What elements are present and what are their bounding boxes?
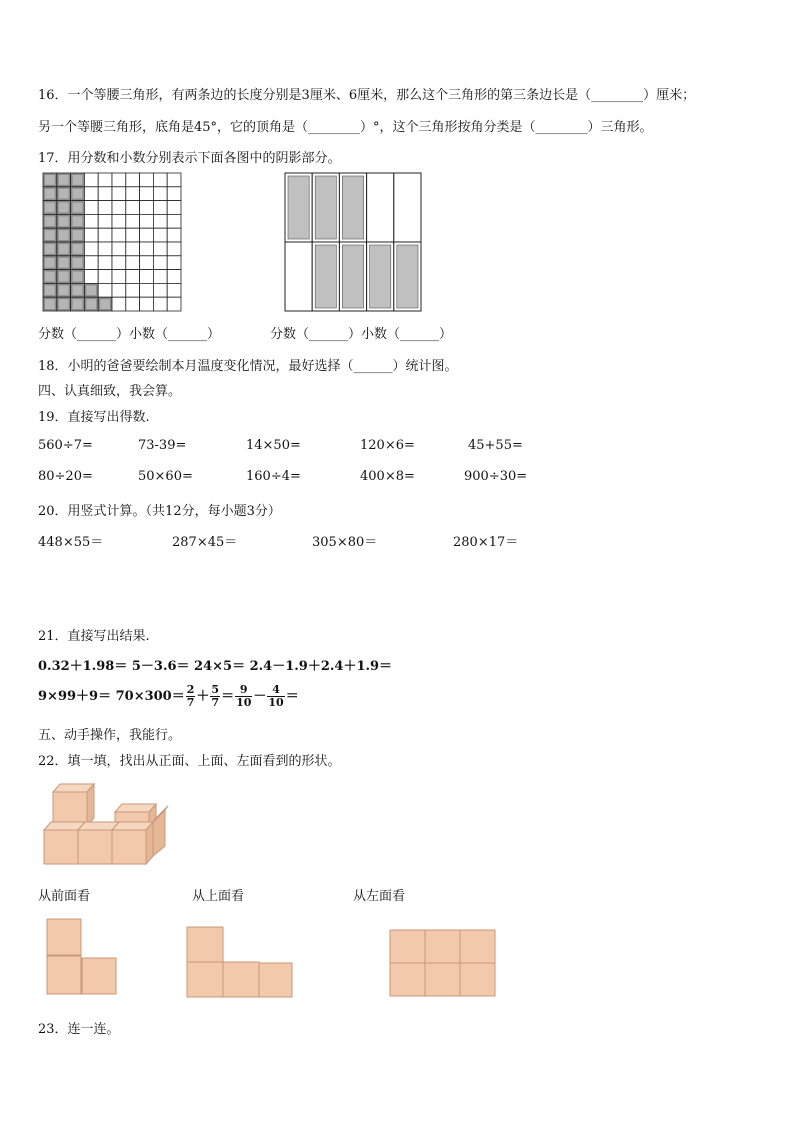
grid-cell [112,283,126,297]
grid-cell-shade [73,244,83,254]
q18-text: 18．小明的爸爸要绘制本月温度变化情况，最好选择（______）统计图。 [38,359,458,374]
q20-item-4: 280×17＝ [453,535,519,550]
grid-cell-shade [86,299,96,309]
grid-cell [126,173,140,187]
grid-cell [167,173,181,187]
fraction-numerator: 5 [211,683,220,696]
rect-part [367,173,394,242]
grid-cell-shade [45,285,55,295]
grid-cell [126,228,140,242]
grid-cell [167,283,181,297]
q20-item-3: 305×80＝ [312,535,378,550]
grid-cell-shade [73,216,83,226]
plus-sign: ＋ [196,689,210,704]
grid-cell-shade [100,299,110,309]
grid-cell-shade [59,299,69,309]
grid-cell-shade [45,230,55,240]
hundred-grid-figure [42,172,182,312]
q17-title: 17．用分数和小数分别表示下面各图中的阴影部分。 [38,151,341,166]
grid-cell [140,297,154,311]
grid-cell-shade [73,258,83,268]
grid-cell-shade [45,203,55,213]
grid-cell-shade [59,230,69,240]
grid-cell [140,242,154,256]
grid-cell [153,228,167,242]
left-view-shape [389,929,497,999]
grid-cell-shade [59,258,69,268]
grid-cell [153,256,167,270]
q19-title: 19．直接写出得数. [38,410,150,425]
grid-cell [84,173,98,187]
grid-cell-shade [86,285,96,295]
grid-cell [112,256,126,270]
grid-cell-shade [45,189,55,199]
grid-cell [112,173,126,187]
rect-part [285,242,312,311]
fraction-2-7 [186,684,196,709]
q20-title: 20．用竖式计算。（共12分，每小题3分） [38,504,281,519]
grid-cell [140,187,154,201]
fraction-denominator: 10 [268,696,284,709]
grid-cell-shade [73,203,83,213]
grid-cell [84,228,98,242]
fraction-9-10 [235,684,252,709]
grid-cell [126,201,140,215]
grid-cell [98,242,112,256]
grid-cell [140,283,154,297]
fraction-numerator: 2 [186,683,195,696]
grid-cell [167,297,181,311]
grid-cell [126,214,140,228]
grid-cell [84,270,98,284]
equals-sign: ＝ [221,689,235,704]
grid-cell-shade [59,203,69,213]
grid-cell-shade [45,272,55,282]
grid-cell [126,187,140,201]
grid-cell [84,214,98,228]
grid-cell [153,201,167,215]
fraction-numerator: 4 [267,684,284,697]
grid-cell [98,283,112,297]
grid-cell-shade [73,175,83,185]
grid-cell-shade [45,299,55,309]
grid-cell [112,270,126,284]
q20-item-1: 448×55＝ [38,535,104,550]
q16-line2: 另一个等腰三角形，底角是45°，它的顶角是（________）°，这个三角形按角分类是（________）三角形。 [38,120,653,135]
rect-part-shaded [315,176,336,239]
grid-cell [153,270,167,284]
fraction-denominator: 7 [211,696,220,709]
grid-cell [167,242,181,256]
rect-part [394,173,421,242]
grid-cell [167,187,181,201]
grid-cell [167,256,181,270]
q21-row2-lead: 9×99＋9＝ 70×300＝ [38,689,185,704]
q23-title: 23．连一连。 [38,1022,120,1037]
q19-r1-c4: 120×6= [360,438,415,453]
grid-cell [84,256,98,270]
grid-cell-shade [59,175,69,185]
q21-row2 [38,684,299,709]
grid-cell [98,256,112,270]
q17-answer-b: 分数（______）小数（______） [270,327,453,342]
q19-r1-c1: 560÷7= [38,438,93,453]
q22-title: 22．填一填，找出从正面、上面、左面看到的形状。 [38,754,341,769]
fraction-4-10 [267,684,284,709]
grid-cell [126,297,140,311]
q19-r1-c2: 73-39= [138,438,187,453]
q21-title: 21．直接写出结果. [38,629,150,644]
section-5-heading: 五、动手操作，我能行。 [38,728,182,743]
grid-cell [140,214,154,228]
grid-cell [153,187,167,201]
grid-cell [167,270,181,284]
grid-cell [98,214,112,228]
grid-cell-shade [59,216,69,226]
rect-part-shaded [342,245,363,308]
grid-cell [153,297,167,311]
view-top-label: 从上面看 [192,889,245,904]
grid-cell-shade [73,230,83,240]
grid-cell [84,187,98,201]
grid-cell [98,187,112,201]
q19-r1-c5: 45+55= [468,438,523,453]
grid-cell [167,201,181,215]
grid-cell [112,214,126,228]
grid-cell-shade [59,285,69,295]
ten-part-rectangle-figure [284,172,422,312]
fraction-5-7 [210,684,220,709]
grid-cell [153,242,167,256]
top-view-shape [186,926,294,1000]
grid-cell-shade [73,272,83,282]
q19-r2-c3: 160÷4= [246,469,301,484]
minus-sign: － [253,689,267,704]
grid-cell [126,270,140,284]
grid-cell [126,256,140,270]
q16-line1: 16．一个等腰三角形，有两条边的长度分别是3厘米、6厘米，那么这个三角形的第三条边长是（________）厘米； [38,88,696,103]
grid-cell-shade [73,285,83,295]
front-view-shape [46,918,118,996]
grid-cell-shade [45,175,55,185]
fraction-numerator: 9 [235,684,252,697]
grid-cell-shade [59,272,69,282]
grid-cell [98,270,112,284]
grid-cell [140,256,154,270]
grid-cell [98,201,112,215]
q19-r2-c1: 80÷20= [38,469,93,484]
grid-cell [112,187,126,201]
grid-cell [126,283,140,297]
grid-cell-shade [59,244,69,254]
grid-cell-shade [45,258,55,268]
grid-cell-shade [73,189,83,199]
grid-cell [84,242,98,256]
section-4-heading: 四、认真细致，我会算。 [38,384,182,399]
fraction-denominator: 7 [186,696,195,709]
q19-r2-c4: 400×8= [360,469,415,484]
grid-cell [153,283,167,297]
rect-part-shaded [342,176,363,239]
grid-cell-shade [45,244,55,254]
equals-sign: ＝ [285,689,299,704]
grid-cell [98,173,112,187]
grid-cell [84,201,98,215]
grid-cell [167,214,181,228]
cube-stack-figure [40,776,172,868]
q19-r2-c2: 50×60= [138,469,193,484]
grid-cell [98,228,112,242]
grid-cell [112,242,126,256]
view-left-label: 从左面看 [353,889,406,904]
grid-cell-shade [59,189,69,199]
grid-cell [153,214,167,228]
grid-cell [140,173,154,187]
q20-item-2: 287×45＝ [172,535,238,550]
grid-cell [112,228,126,242]
rect-part-shaded [397,245,418,308]
q17-answer-a: 分数（______）小数（______） [38,327,221,342]
q19-r2-c5: 900÷30= [464,469,528,484]
rect-part-shaded [370,245,391,308]
grid-cell [167,228,181,242]
grid-cell-shade [45,216,55,226]
fraction-denominator: 10 [236,696,252,709]
view-front-label: 从前面看 [38,889,91,904]
grid-cell-shade [73,299,83,309]
rect-part-shaded [288,176,309,239]
grid-cell [140,201,154,215]
grid-cell [112,201,126,215]
q19-r1-c3: 14×50= [246,438,301,453]
grid-cell [112,297,126,311]
rect-part-shaded [315,245,336,308]
grid-cell [153,173,167,187]
q21-row1: 0.32＋1.98＝ 5－3.6＝ 24×5＝ 2.4－1.9＋2.4＋1.9＝ [38,659,393,674]
grid-cell [140,228,154,242]
grid-cell [126,242,140,256]
grid-cell [140,270,154,284]
